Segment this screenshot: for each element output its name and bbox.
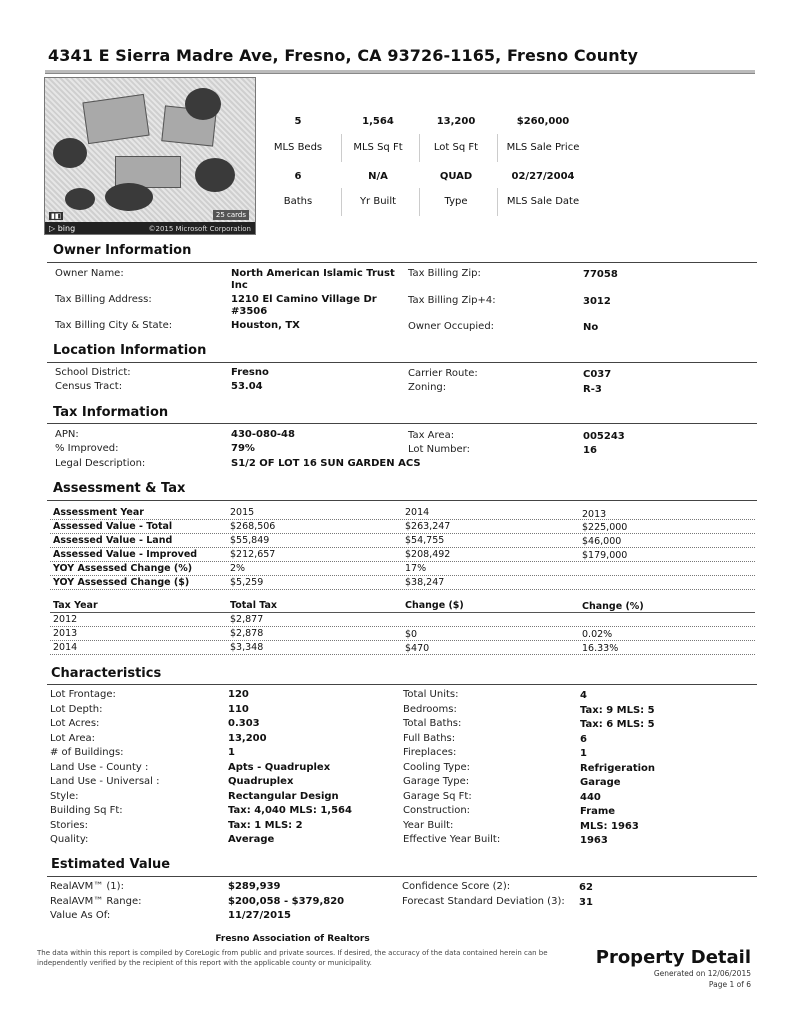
row-divider bbox=[50, 533, 755, 534]
field-value: Houston, TX bbox=[231, 320, 300, 331]
tree-shape bbox=[65, 188, 95, 210]
field-value: Tax: 1 MLS: 2 bbox=[228, 819, 303, 831]
field-value: Average bbox=[228, 834, 275, 845]
stat-label: MLS Sq Ft bbox=[353, 142, 403, 153]
field-label: Building Sq Ft: bbox=[50, 805, 123, 816]
field-label: Forecast Standard Deviation (3): bbox=[402, 896, 565, 907]
field-value: 0.303 bbox=[228, 718, 260, 729]
field-label: Garage Sq Ft: bbox=[403, 790, 472, 802]
tax-table-header: Total Tax bbox=[230, 600, 278, 611]
row-divider bbox=[50, 589, 755, 590]
document-title: Property Detail bbox=[595, 947, 751, 968]
assessment-cell: $55,849 bbox=[230, 535, 270, 546]
field-label: Zoning: bbox=[408, 382, 447, 393]
assessment-row-label: Assessed Value - Improved bbox=[53, 549, 198, 560]
field-value: 4 bbox=[580, 690, 587, 701]
field-value: $200,058 - $379,820 bbox=[228, 896, 345, 907]
tax-table-cell: $3,348 bbox=[230, 642, 264, 653]
tree-shape bbox=[185, 88, 221, 120]
field-label: Carrier Route: bbox=[408, 368, 478, 379]
section-characteristics: Characteristics bbox=[51, 666, 162, 681]
property-aerial-photo[interactable] bbox=[44, 77, 256, 235]
field-value: 1210 El Camino Village Dr #3506 bbox=[231, 294, 377, 317]
tax-table-header: Change (%) bbox=[582, 601, 644, 612]
section-divider bbox=[47, 876, 757, 877]
row-divider bbox=[50, 575, 755, 576]
field-label: Owner Name: bbox=[55, 268, 124, 279]
field-label: Effective Year Built: bbox=[403, 834, 501, 845]
field-label: Total Baths: bbox=[403, 718, 462, 729]
tax-table-cell: $2,878 bbox=[230, 628, 264, 639]
assessment-cell: $225,000 bbox=[582, 522, 628, 533]
association-name: Fresno Association of Realtors bbox=[215, 934, 370, 944]
stat-value: 1,564 bbox=[362, 116, 394, 127]
field-value: 11/27/2015 bbox=[228, 910, 291, 921]
assessment-cell: $268,506 bbox=[230, 521, 276, 532]
field-label: Confidence Score (2): bbox=[402, 881, 511, 892]
field-value: Quadruplex bbox=[228, 776, 294, 787]
field-label: APN: bbox=[55, 429, 79, 440]
section-estimated-value: Estimated Value bbox=[51, 857, 171, 872]
section-tax-information: Tax Information bbox=[53, 405, 169, 420]
section-divider bbox=[47, 423, 757, 424]
field-value: Garage bbox=[580, 777, 621, 788]
field-value: S1/2 OF LOT 16 SUN GARDEN ACS bbox=[231, 458, 421, 469]
field-label: Lot Depth: bbox=[50, 703, 103, 715]
tax-table-cell: 2013 bbox=[53, 628, 78, 639]
field-value: Apts - Quadruplex bbox=[228, 761, 331, 773]
field-label: Bedrooms: bbox=[403, 703, 457, 715]
field-value: 3012 bbox=[583, 296, 611, 307]
field-label: Garage Type: bbox=[403, 776, 470, 787]
field-label: Full Baths: bbox=[403, 732, 456, 744]
tax-table-header: Tax Year bbox=[53, 600, 98, 611]
section-divider bbox=[47, 684, 757, 685]
assessment-row-label: Assessed Value - Land bbox=[53, 535, 173, 546]
field-value: Rectangular Design bbox=[228, 790, 339, 802]
page-title: 4341 E Sierra Madre Ave, Fresno, CA 93726-1165, Fresno County bbox=[48, 46, 639, 65]
field-label: RealAVM™ (1): bbox=[50, 881, 124, 892]
field-label: # of Buildings: bbox=[50, 747, 124, 758]
stat-divider bbox=[419, 134, 420, 162]
field-value: 31 bbox=[579, 897, 593, 908]
field-value: R-3 bbox=[583, 384, 602, 395]
field-value: 16 bbox=[583, 445, 597, 456]
field-value: North American Islamic Trust Inc bbox=[231, 268, 395, 291]
assessment-cell: 2014 bbox=[405, 507, 430, 518]
field-label: Year Built: bbox=[403, 819, 454, 831]
field-label: Lot Frontage: bbox=[50, 689, 116, 700]
field-value: Refrigeration bbox=[580, 762, 656, 774]
field-label: Lot Acres: bbox=[50, 718, 100, 729]
row-divider bbox=[50, 519, 755, 520]
section-assessment-tax: Assessment & Tax bbox=[53, 481, 186, 496]
assessment-row-label: Assessed Value - Total bbox=[53, 521, 173, 532]
field-label: Cooling Type: bbox=[403, 761, 470, 773]
stat-divider bbox=[419, 188, 420, 216]
stat-divider bbox=[497, 134, 498, 162]
section-owner-information: Owner Information bbox=[53, 243, 192, 258]
field-label: Lot Number: bbox=[408, 444, 470, 455]
assessment-cell: $212,657 bbox=[230, 549, 276, 560]
stat-label: Lot Sq Ft bbox=[433, 142, 479, 153]
assessment-cell: 2013 bbox=[582, 509, 607, 520]
field-value: C037 bbox=[583, 369, 612, 380]
field-label: Owner Occupied: bbox=[408, 321, 495, 332]
field-label: Land Use - Universal : bbox=[50, 776, 160, 787]
stat-label: Yr Built bbox=[359, 196, 397, 207]
field-label: RealAVM™ Range: bbox=[50, 896, 142, 907]
row-divider bbox=[50, 547, 755, 548]
stat-label: Baths bbox=[283, 196, 313, 207]
assessment-row-label: Assessment Year bbox=[53, 507, 144, 518]
photo-gallery-icon[interactable]: ▮◧ bbox=[51, 212, 62, 220]
tax-table-cell: $0 bbox=[405, 629, 418, 640]
field-label: % Improved: bbox=[55, 443, 119, 454]
stat-value: N/A bbox=[368, 171, 388, 182]
field-value: $289,939 bbox=[228, 881, 281, 892]
assessment-cell: $38,247 bbox=[405, 577, 445, 588]
field-value: No bbox=[583, 322, 599, 333]
bing-logo: ▷ bing bbox=[49, 224, 76, 233]
field-value: 430-080-48 bbox=[231, 429, 295, 440]
section-divider bbox=[47, 500, 757, 501]
assessment-row-label: YOY Assessed Change ($) bbox=[53, 577, 190, 588]
assessment-cell: 2% bbox=[230, 563, 246, 574]
tree-shape bbox=[105, 183, 153, 211]
assessment-cell: $179,000 bbox=[582, 550, 628, 561]
assessment-row-label: YOY Assessed Change (%) bbox=[53, 563, 193, 574]
stat-value: $260,000 bbox=[516, 116, 570, 127]
field-label: Total Units: bbox=[403, 689, 459, 700]
field-value: Tax: 6 MLS: 5 bbox=[580, 719, 655, 730]
assessment-cell: $5,259 bbox=[230, 577, 264, 588]
field-value: 120 bbox=[228, 689, 249, 700]
field-value: Tax: 9 MLS: 5 bbox=[580, 704, 655, 716]
field-label: Legal Description: bbox=[55, 458, 146, 469]
disclaimer-text: The data within this report is compiled by CoreLogic from public and private sources. If desired, the accuracy of the data contained herein can be independently verified by the recipient of this report with the applicable county or municipality. bbox=[37, 949, 548, 967]
title-divider bbox=[45, 70, 755, 74]
stat-divider bbox=[341, 188, 342, 216]
stat-label: Type bbox=[444, 196, 468, 207]
page-number: Page 1 of 6 bbox=[708, 980, 751, 989]
stat-divider bbox=[497, 188, 498, 216]
field-label: Construction: bbox=[403, 805, 471, 816]
field-label: Value As Of: bbox=[50, 910, 111, 921]
stat-value: QUAD bbox=[439, 171, 473, 182]
field-label: School District: bbox=[55, 367, 131, 378]
field-label: Quality: bbox=[50, 834, 89, 845]
assessment-cell: 17% bbox=[405, 563, 427, 574]
assessment-cell: $263,247 bbox=[405, 521, 451, 532]
stat-divider bbox=[341, 134, 342, 162]
stat-value: 02/27/2004 bbox=[511, 171, 575, 182]
field-value: Fresno bbox=[231, 367, 269, 378]
stat-label: MLS Sale Price bbox=[506, 142, 580, 153]
row-divider bbox=[50, 654, 755, 655]
row-divider bbox=[50, 612, 755, 613]
photo-count: 25 cards bbox=[213, 210, 249, 220]
assessment-cell: 2015 bbox=[230, 507, 255, 518]
field-label: Tax Area: bbox=[408, 430, 455, 441]
field-value: Tax: 4,040 MLS: 1,564 bbox=[228, 805, 352, 816]
row-divider bbox=[50, 640, 755, 641]
row-divider bbox=[50, 561, 755, 562]
field-value: 005243 bbox=[583, 431, 625, 442]
stat-value: 6 bbox=[294, 171, 302, 182]
roof-shape bbox=[82, 94, 149, 144]
tax-table-cell: $470 bbox=[405, 643, 430, 654]
tax-table-cell: $2,877 bbox=[230, 614, 264, 625]
field-label: Tax Billing City & State: bbox=[55, 320, 173, 331]
field-value: 1 bbox=[228, 747, 235, 758]
field-label: Tax Billing Zip+4: bbox=[408, 295, 496, 306]
section-location-information: Location Information bbox=[53, 343, 207, 358]
section-divider bbox=[47, 262, 757, 263]
photo-copyright: ©2015 Microsoft Corporation bbox=[148, 225, 251, 233]
field-value: 79% bbox=[231, 443, 255, 454]
field-value: 110 bbox=[228, 703, 249, 715]
tax-table-header: Change ($) bbox=[405, 600, 464, 611]
tree-shape bbox=[195, 158, 235, 192]
field-label: Style: bbox=[50, 790, 79, 802]
tax-table-cell: 16.33% bbox=[582, 643, 619, 654]
field-label: Fireplaces: bbox=[403, 747, 457, 758]
tree-shape bbox=[53, 138, 87, 168]
field-value: MLS: 1963 bbox=[580, 820, 639, 832]
field-label: Land Use - County : bbox=[50, 761, 149, 773]
field-value: 1 bbox=[580, 748, 587, 759]
field-value: 1963 bbox=[580, 835, 608, 846]
assessment-cell: $54,755 bbox=[405, 535, 445, 546]
tax-table-cell: 2012 bbox=[53, 614, 78, 625]
section-divider bbox=[47, 362, 757, 363]
field-label: Census Tract: bbox=[55, 381, 123, 392]
assessment-cell: $46,000 bbox=[582, 536, 622, 547]
generated-date: Generated on 12/06/2015 bbox=[653, 969, 751, 978]
field-value: 6 bbox=[580, 733, 587, 745]
field-label: Lot Area: bbox=[50, 732, 95, 744]
field-label: Tax Billing Address: bbox=[55, 294, 152, 305]
field-value: 77058 bbox=[583, 269, 618, 280]
field-value: 13,200 bbox=[228, 732, 267, 744]
field-value: 440 bbox=[580, 791, 601, 803]
field-value: Frame bbox=[580, 806, 616, 817]
assessment-cell: $208,492 bbox=[405, 549, 451, 560]
field-value: 62 bbox=[579, 882, 593, 893]
stat-label: MLS Sale Date bbox=[506, 196, 580, 207]
stat-value: 13,200 bbox=[436, 116, 476, 127]
field-label: Tax Billing Zip: bbox=[408, 268, 481, 279]
field-value: 53.04 bbox=[231, 381, 263, 392]
stat-label: MLS Beds bbox=[273, 142, 323, 153]
stat-value: 5 bbox=[294, 116, 302, 127]
row-divider bbox=[50, 626, 755, 627]
tax-table-cell: 0.02% bbox=[582, 629, 613, 640]
field-label: Stories: bbox=[50, 819, 89, 831]
tax-table-cell: 2014 bbox=[53, 642, 78, 653]
